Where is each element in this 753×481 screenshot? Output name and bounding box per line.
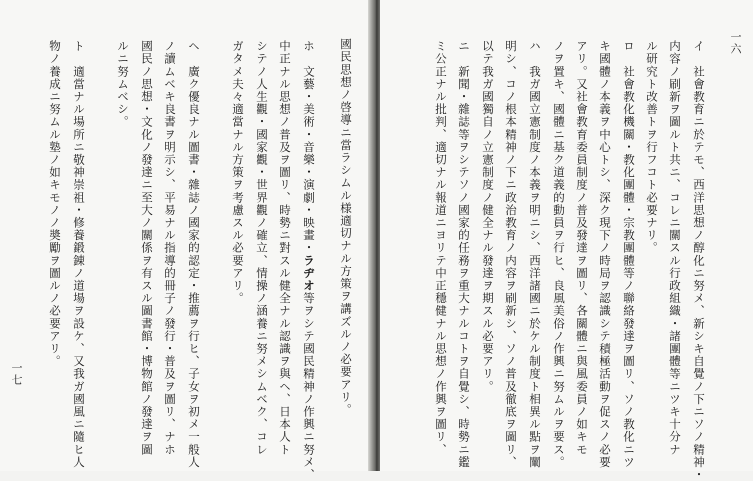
right-page [380, 0, 753, 481]
right-text-column: ミ公正ナル批判、適切ナル報道ニヨリテ中正穩健ナル思想ノ作興ヲ圖リ、 [434, 40, 448, 456]
right-text-column: 内容ノ刷新ヲ圖ルト共ニ、コレニ關スル行政組織・諸團體等ニツキ十分ナ [668, 40, 682, 456]
left-text-column: ヘ 廣ク優良ナル圖書・雜誌ノ國家的認定・推薦ヲ行ヒ、子女ヲ初メ一般人 [187, 40, 201, 469]
left-text-column: ガタメ夫々適當ナル方策ヲ考慮スル必要アリ。 [231, 40, 245, 305]
radio-term: ラヂオ [302, 254, 316, 293]
right-text-column: ハ 我ガ國立憲制度ノ本義ヲ明ニシ、西洋諸國ニ於ケル制度ト相異ル點ヲ闡 [528, 40, 542, 469]
left-text-column: ト 適當ナル場所ニ敬神崇祖・修養鍛錬ノ道場ヲ設ケ、又我ガ國風ニ隨ヒ人 [72, 40, 86, 469]
right-text-column: イ 社會教育ニ於テモ、西洋思想ノ醇化ニ努メ、新シキ自覺ノ下ニソノ精神・ [692, 40, 706, 481]
left-text-column: シテノ人生觀・國家觀・世界觀ノ確立、情操ノ涵養ニ努メシムベク、コレ [255, 40, 269, 456]
right-page-number: 一六 [729, 31, 742, 55]
left-text-column: ノ讀ムベキ良書ヲ明示シ、平易ナル指導的冊子ノ發行・普及ヲ圖リ、ナホ [163, 40, 177, 456]
right-text-column: ノヲ置キ、國體ニ基ク道義的動員ヲ行ヒ、良風美俗ノ作興ニ努ムルヲ要ス。 [552, 40, 566, 469]
right-text-column: アリ。又社會教育委員制度ノ普及發達ヲ圖リ、各關體ニ與風委員ノ如キモ [575, 40, 589, 456]
left-text-column: ルニ努ムベシ。 [116, 40, 130, 129]
right-text-column: ル研究ト改善トヲ行フコト必要ナリ。 [645, 40, 659, 255]
left-page [0, 0, 372, 481]
left-text-column: ホ 文藝・美術・音樂・演劇・映畫・ラヂオ等ヲシテ國民精神ノ作興ニ努メ、 [302, 40, 316, 481]
left-text-column: 國民ノ思想・文化ノ發達ニ至大ノ關係ヲ有スル圖書館・博物館ノ發達ヲ圖 [140, 40, 154, 456]
right-text-column: 明シ、コノ根本精神ノ下ニ政治教育ノ内容ヲ刷新シ、ソノ普及徹底ヲ圖リ、 [504, 40, 518, 469]
right-text-column: 以テ我ガ國獨自ノ立憲制度ノ健全ナル發達ヲ期スル必要アリ。 [481, 40, 495, 393]
right-text-column: ニ 新聞・雜誌等ヲシテソノ國家的任務ヲ重大ナルコトヲ自覺シ、時勢ニ鑑 [457, 40, 471, 469]
right-text-column: ロ 社會教化機關・教化團體・宗教團體等ノ聯絡發達ヲ圖リ、ソノ教化ニツ [622, 40, 636, 469]
left-heading-line: 國民思想ノ啓導ニ當ラシムル様適切ナル方策ヲ講ズルノ必要アリ。 [339, 38, 353, 416]
left-text-column: 中正ナル思想ノ普及ヲ圖リ、時勢ニ對スル健全ナル認識ヲ與ヘ、日本人ト [278, 40, 292, 456]
right-text-column: キ國體ノ本義ヲ中心トシ、深ク現下ノ時局ヲ認識シテ積極活動ヲ促スノ必要 [598, 40, 612, 469]
left-text-column: 物ノ養成ニ努ムル塾ノ如キモノノ奬勵ヲ圖ルノ必要アリ。 [48, 40, 62, 368]
left-page-number: 一七 [10, 362, 23, 386]
